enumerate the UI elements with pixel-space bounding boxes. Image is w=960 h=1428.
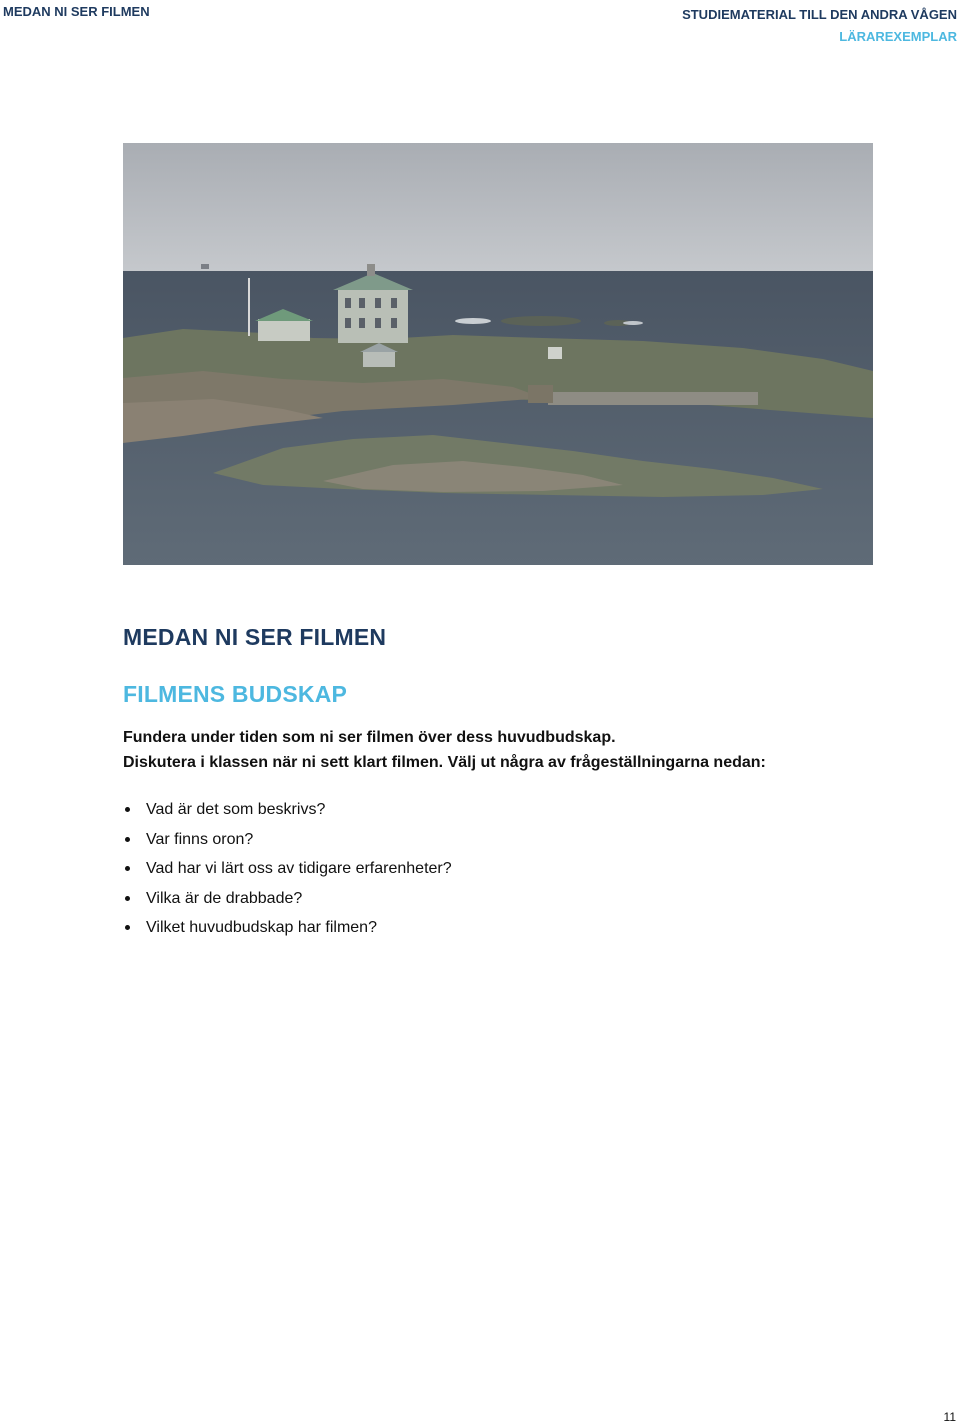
list-item xyxy=(123,795,452,825)
page-number: 11 xyxy=(943,1410,956,1424)
photo-island-lighthouse xyxy=(123,143,873,565)
bullet-icon xyxy=(125,837,130,842)
question-list xyxy=(123,795,452,943)
list-item xyxy=(123,854,452,884)
intro-line-2: Diskutera i klassen när ni sett klart filmen. Välj ut några av frågeställningarna nedan: xyxy=(123,754,766,771)
question-text: Vad har vi lärt oss av tidigare erfarenheter? xyxy=(146,860,452,877)
header-right xyxy=(682,4,957,48)
list-item xyxy=(123,825,452,855)
bullet-icon xyxy=(125,925,130,930)
bullet-icon xyxy=(125,866,130,871)
header-right-title: STUDIEMATERIAL TILL DEN ANDRA VÅGEN xyxy=(682,7,957,22)
list-item xyxy=(123,884,452,914)
bullet-icon xyxy=(125,807,130,812)
header-right-subtitle: LÄRAREXEMPLAR xyxy=(839,29,957,44)
question-text: Vilka är de drabbade? xyxy=(146,889,303,907)
bullet-icon xyxy=(125,896,130,901)
subsection-title: FILMENS BUDSKAP xyxy=(123,681,348,707)
list-item xyxy=(123,913,452,943)
intro-text xyxy=(123,725,903,775)
section-title: MEDAN NI SER FILMEN xyxy=(123,624,387,650)
intro-line-1: Fundera under tiden som ni ser filmen över dess huvudbudskap. xyxy=(123,729,616,746)
question-text: Vilket huvudbudskap har filmen? xyxy=(146,919,377,936)
header-left-title: MEDAN NI SER FILMEN xyxy=(3,4,150,19)
question-text: Vad är det som beskrivs? xyxy=(146,801,326,818)
question-text: Var finns oron? xyxy=(146,830,254,848)
